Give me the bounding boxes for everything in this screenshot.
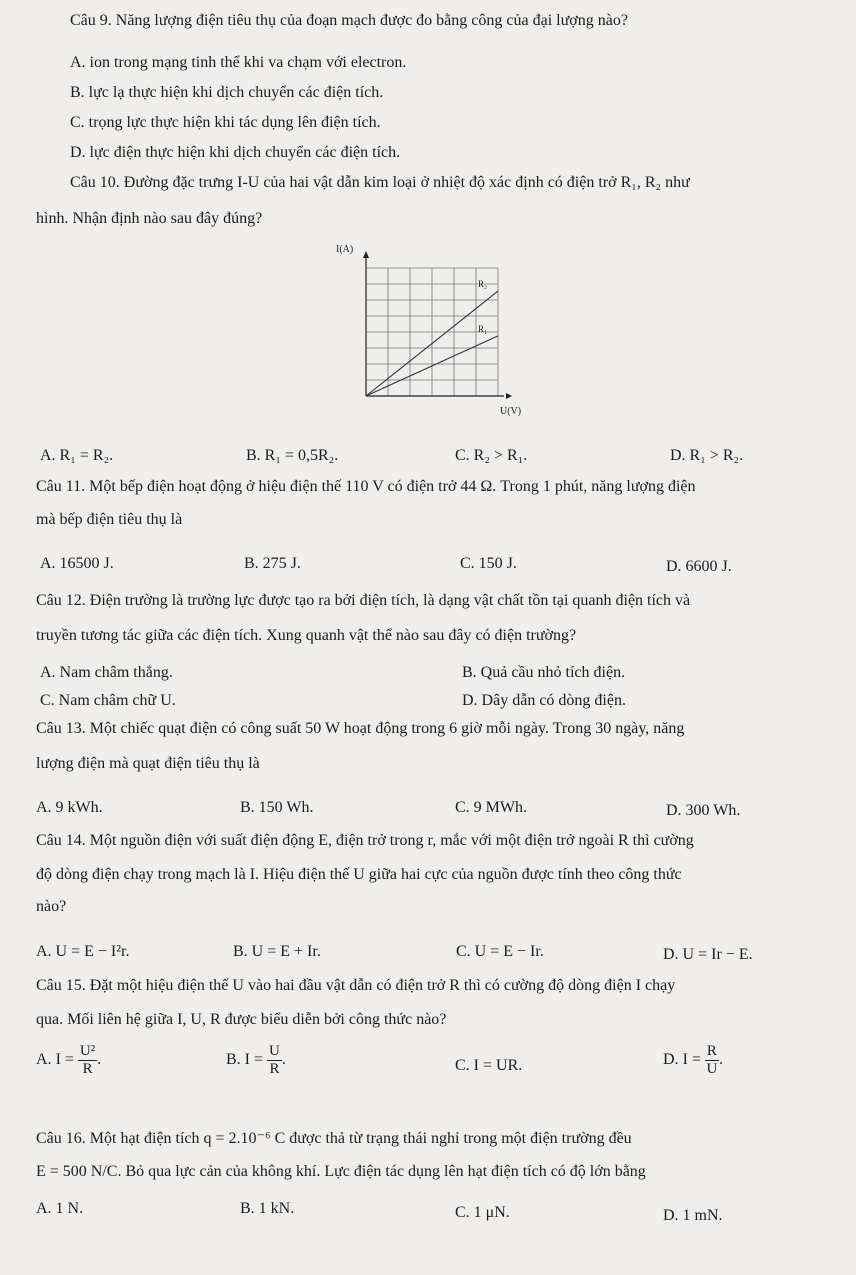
q13-option-d[interactable]: D. 300 Wh. [666,802,741,819]
q15-option-b[interactable]: B. I = $\frac{U}{R}$ . [226,1043,286,1077]
iu-chart [330,244,522,424]
q16-option-b[interactable]: B. 1 kN. [240,1200,295,1217]
q11-option-c[interactable]: C. 150 J. [460,555,517,572]
q15-option-b-numerator: U [269,1043,280,1059]
q9-option-d[interactable]: D. lực điện thực hiện khi dịch chuyển các điện tích. [70,144,401,161]
q16-stem-line1: Câu 16. Một hạt điện tích q = 2.10⁻⁶ C được thả từ trạng thái nghỉ trong một điện trường đều [36,1130,632,1147]
q15-stem-line1: Câu 15. Đặt một hiệu điện thế U vào hai đầu vật dẫn có điện trở R thì có cường độ dòng điện I chạy [36,977,676,994]
q9-option-b[interactable]: B. lực lạ thực hiện khi dịch chuyển các điện tích. [70,84,384,101]
q12-option-d[interactable]: D. Dây dẫn có dòng điện. [462,692,626,709]
q15-option-b-label: B. [226,1051,241,1069]
q15-option-b-denominator: R [269,1061,280,1077]
q13-option-a[interactable]: A. 9 kWh. [36,799,103,816]
q13-option-b[interactable]: B. 150 Wh. [240,799,314,816]
y-axis-label: I(A) [336,244,354,255]
q14-option-b[interactable]: B. U = E + Ir. [233,943,321,960]
q10-option-b[interactable]: B. R₁ = 0,5R₂. [246,447,339,464]
q10-option-a[interactable]: A. R₁ = R₂. [40,447,114,464]
q15-option-a[interactable]: A. I = $\frac{\text{U²}}{R}$ . [36,1043,102,1077]
q10-option-d[interactable]: D. R₁ > R₂. [670,447,744,464]
q15-option-c[interactable]: C. I = UR. [455,1057,523,1074]
series-label-r2: R₂ [478,279,488,290]
q14-stem-line2: độ dòng điện chạy trong mạch là I. Hiệu điện thế U giữa hai cực của nguồn được tính theo công thức [36,866,682,883]
series-label-r1: R₁ [478,323,488,334]
q15-option-a-lhs: I = [55,1051,74,1069]
q9-stem: Câu 9. Năng lượng điện tiêu thụ của đoạn mạch được đo bằng công của đại lượng nào? [70,12,628,29]
q15-option-a-numerator: U² [79,1043,96,1059]
q14-stem-line3: nào? [36,898,67,915]
q11-option-b[interactable]: B. 275 J. [244,555,301,572]
q15-option-d-fraction [705,1043,719,1078]
q11-stem-line2: mà bếp điện tiêu thụ là [36,511,183,528]
q14-option-a[interactable]: A. U = E − I²r. [36,943,130,960]
q15-option-d-denominator: U [706,1061,718,1077]
q10-stem-line1: Câu 10. Đường đặc trưng I-U của hai vật dẫn kim loại ở nhiệt độ xác định có điện trở R₁, R₂ như [70,174,690,191]
y-axis-arrow [363,251,369,258]
q12-option-b[interactable]: B. Quả cầu nhỏ tích điện. [462,664,626,681]
q14-option-d[interactable]: D. U = Ir − E. [663,946,753,963]
q9-option-a[interactable]: A. ion trong mạng tinh thể khi va chạm với electron. [70,54,407,71]
q12-option-c[interactable]: C. Nam châm chữ U. [40,692,176,709]
q12-stem-line2: truyền tương tác giữa các điện tích. Xung quanh vật thể nào sau đây có điện trường? [36,627,577,644]
x-axis-arrow [506,393,512,399]
q15-option-a-fraction [78,1043,97,1078]
q15-option-d-label: D. [663,1051,679,1069]
q16-option-d[interactable]: D. 1 mN. [663,1207,723,1224]
q11-option-a[interactable]: A. 16500 J. [40,555,114,572]
q15-option-a-label: A. [36,1051,52,1069]
q10-option-c[interactable]: C. R₂ > R₁. [455,447,528,464]
q14-option-c[interactable]: C. U = E − Ir. [456,943,544,960]
q15-stem-line2: qua. Mối liên hệ giữa I, U, R được biểu diễn bởi công thức nào? [36,1011,447,1028]
q11-option-d[interactable]: D. 6600 J. [666,558,732,575]
q9-option-c[interactable]: C. trọng lực thực hiện khi tác dụng lên điện tích. [70,114,381,131]
q15-option-d-numerator: R [706,1043,717,1059]
q13-option-c[interactable]: C. 9 MWh. [455,799,527,816]
q10-stem-line2: hình. Nhận định nào sau đây đúng? [36,210,263,227]
q15-option-b-fraction [267,1043,282,1078]
q16-option-c[interactable]: C. 1 μN. [455,1204,510,1221]
q16-stem-line2: E = 500 N/C. Bỏ qua lực cản của không khí. Lực điện tác dụng lên hạt điện tích có độ lớn bằng [36,1163,646,1180]
q16-option-a[interactable]: A. 1 N. [36,1200,84,1217]
q15-option-d[interactable]: D. I = $\frac{R}{U}$ . [663,1043,723,1077]
q12-option-a[interactable]: A. Nam châm thẳng. [40,664,173,681]
q13-stem-line2: lượng điện mà quạt điện tiêu thụ là [36,755,260,772]
q12-stem-line1: Câu 12. Điện trường là trường lực được tạo ra bởi điện tích, là dạng vật chất tồn tại quanh điện tích và [36,592,691,609]
q15-option-b-lhs: I = [244,1051,264,1069]
q15-option-d-lhs: I = [682,1051,701,1069]
x-axis-label: U(V) [500,406,522,417]
q11-stem-line1: Câu 11. Một bếp điện hoạt động ở hiệu điện thế 110 V có điện trở 44 Ω. Trong 1 phút, năng lượng điện [36,478,696,495]
q15-option-a-denominator: R [82,1061,93,1077]
q14-stem-line1: Câu 14. Một nguồn điện với suất điện động E, điện trở trong r, mắc với một điện trở ngoài R thì cường [36,832,694,849]
q13-stem-line1: Câu 13. Một chiếc quạt điện có công suất 50 W hoạt động trong 6 giờ mỗi ngày. Trong 30 ngày, năng [36,720,685,737]
